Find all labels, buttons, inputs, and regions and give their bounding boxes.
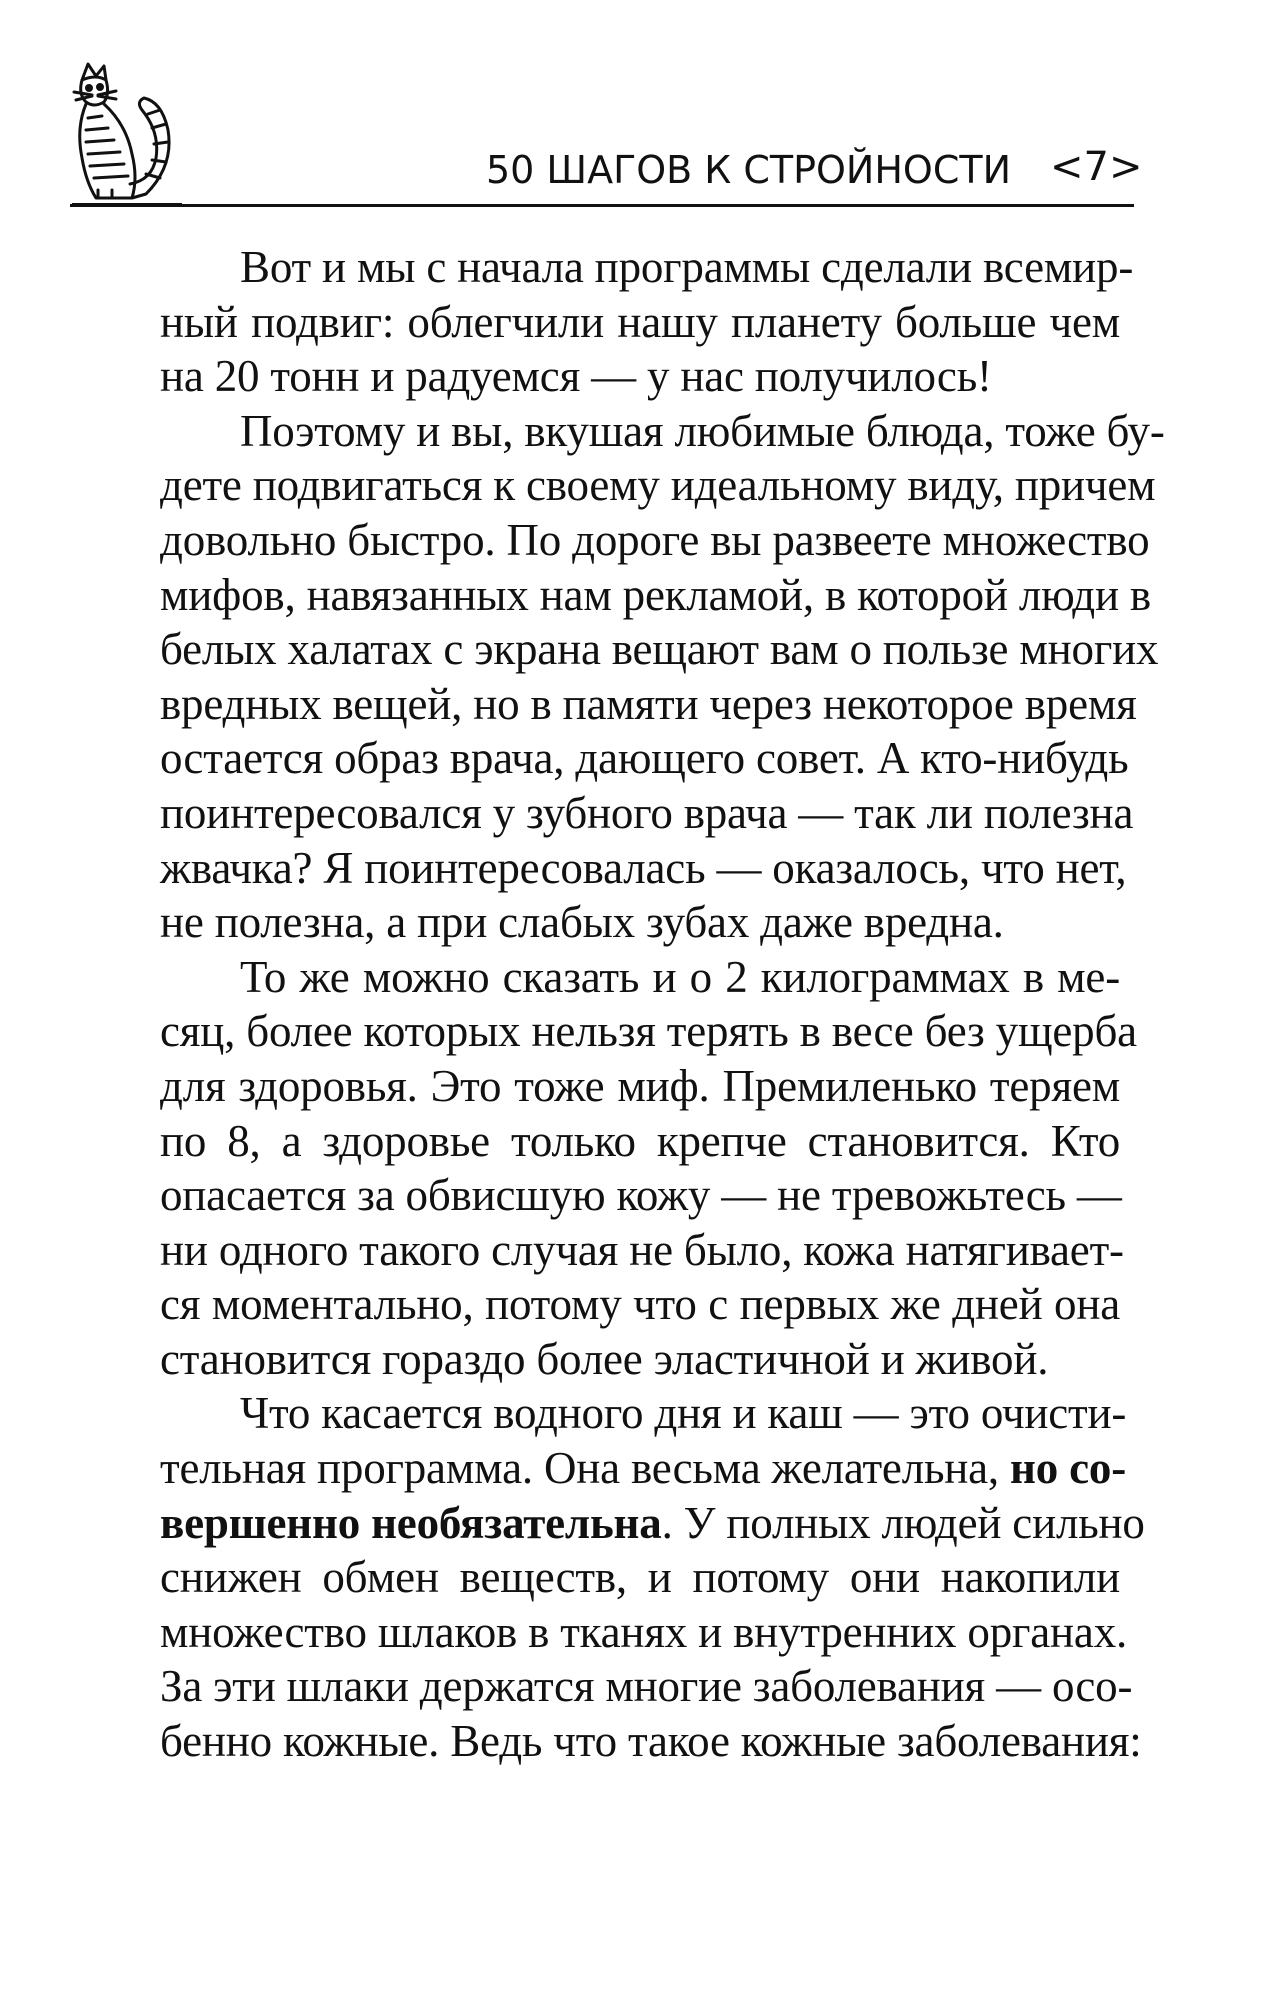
text-line: опасается за обвисшую кожу — не тревожьтесь — <box>160 1170 1122 1221</box>
plain-text: тельная программа. Она весьма желательна, <box>160 1443 999 1494</box>
text-line: ся моментально, потому что с первых же дней она <box>160 1279 1120 1330</box>
text-line: сяц, более которых нельзя терять в весе без ущерба <box>160 1006 1137 1057</box>
header-divider <box>70 204 1134 207</box>
body-text <box>80 240 1165 1769</box>
text-line: ни одного такого случая не было, кожа натягивает- <box>160 1224 1124 1275</box>
plain-text: . У полных людей сильно <box>661 1497 1145 1548</box>
text-line: То же можно сказать и о 2 килограммах в ме- <box>240 951 1120 1002</box>
text-line: Что касается водного дня и каш — это очисти- <box>240 1388 1127 1439</box>
text-line: снижен обмен веществ, и потому они накопили <box>160 1552 1120 1603</box>
text-line: по 8, а здоровье только крепче становится. Кто <box>160 1115 1120 1166</box>
text-line: Вот и мы с начала программы сделали всемир- <box>240 242 1134 292</box>
paragraph-2 <box>80 404 1165 950</box>
text-line: жвачка? Я поинтересовалась — оказалось, что нет, <box>160 842 1127 893</box>
text-line: не полезна, а при слабых зубах даже вредна. <box>160 897 1004 948</box>
text-line: становится гораздо более эластичной и живой. <box>160 1333 1049 1384</box>
text-line: вредных вещей, но в памяти через некоторое время <box>160 678 1137 729</box>
text-line: белых халатах с экрана вещают вам о пользе многих <box>160 624 1159 675</box>
text-line: для здоровья. Это тоже миф. Премиленько теряем <box>160 1060 1120 1111</box>
paragraph-4 <box>80 1386 1145 1768</box>
text-line <box>80 1496 1145 1551</box>
page-number: <7> <box>1050 144 1143 190</box>
text-line: дете подвигаться к своему идеальному виду, причем <box>160 460 1156 511</box>
text-line: остается образ врача, дающего совет. А кто-нибудь <box>160 733 1129 784</box>
text-line: Поэтому и вы, вкушая любимые блюда, тоже бу- <box>240 405 1165 456</box>
text-line: мифов, навязанных нам рекламой, в которой люди в <box>160 569 1151 620</box>
paragraph-3 <box>80 950 1137 1387</box>
cat-icon <box>72 58 182 206</box>
text-line: довольно быстро. По дороге вы развеете множество <box>160 514 1150 565</box>
text-line: на 20 тонн и радуемся — у нас получилось! <box>160 351 992 402</box>
page-header <box>72 58 1143 206</box>
bold-text: вершенно необязательна <box>160 1497 662 1548</box>
text-line: ный подвиг: облегчили нашу планету больше чем <box>160 296 1120 347</box>
running-title: 50 ШАГОВ К СТРОЙНОСТИ <box>486 148 1012 192</box>
paragraph-1 <box>80 240 1134 404</box>
text-line: За эти шлаки держатся многие заболевания — осо- <box>160 1661 1133 1712</box>
text-line: множество шлаков в тканях и внутренних органах. <box>160 1606 1128 1657</box>
text-line: поинтересовался у зубного врача — так ли полезна <box>160 787 1134 838</box>
text-line <box>80 1441 1126 1496</box>
bold-text: но со- <box>1010 1443 1126 1494</box>
text-line: бенно кожные. Ведь что такое кожные заболевания: <box>160 1716 1142 1767</box>
